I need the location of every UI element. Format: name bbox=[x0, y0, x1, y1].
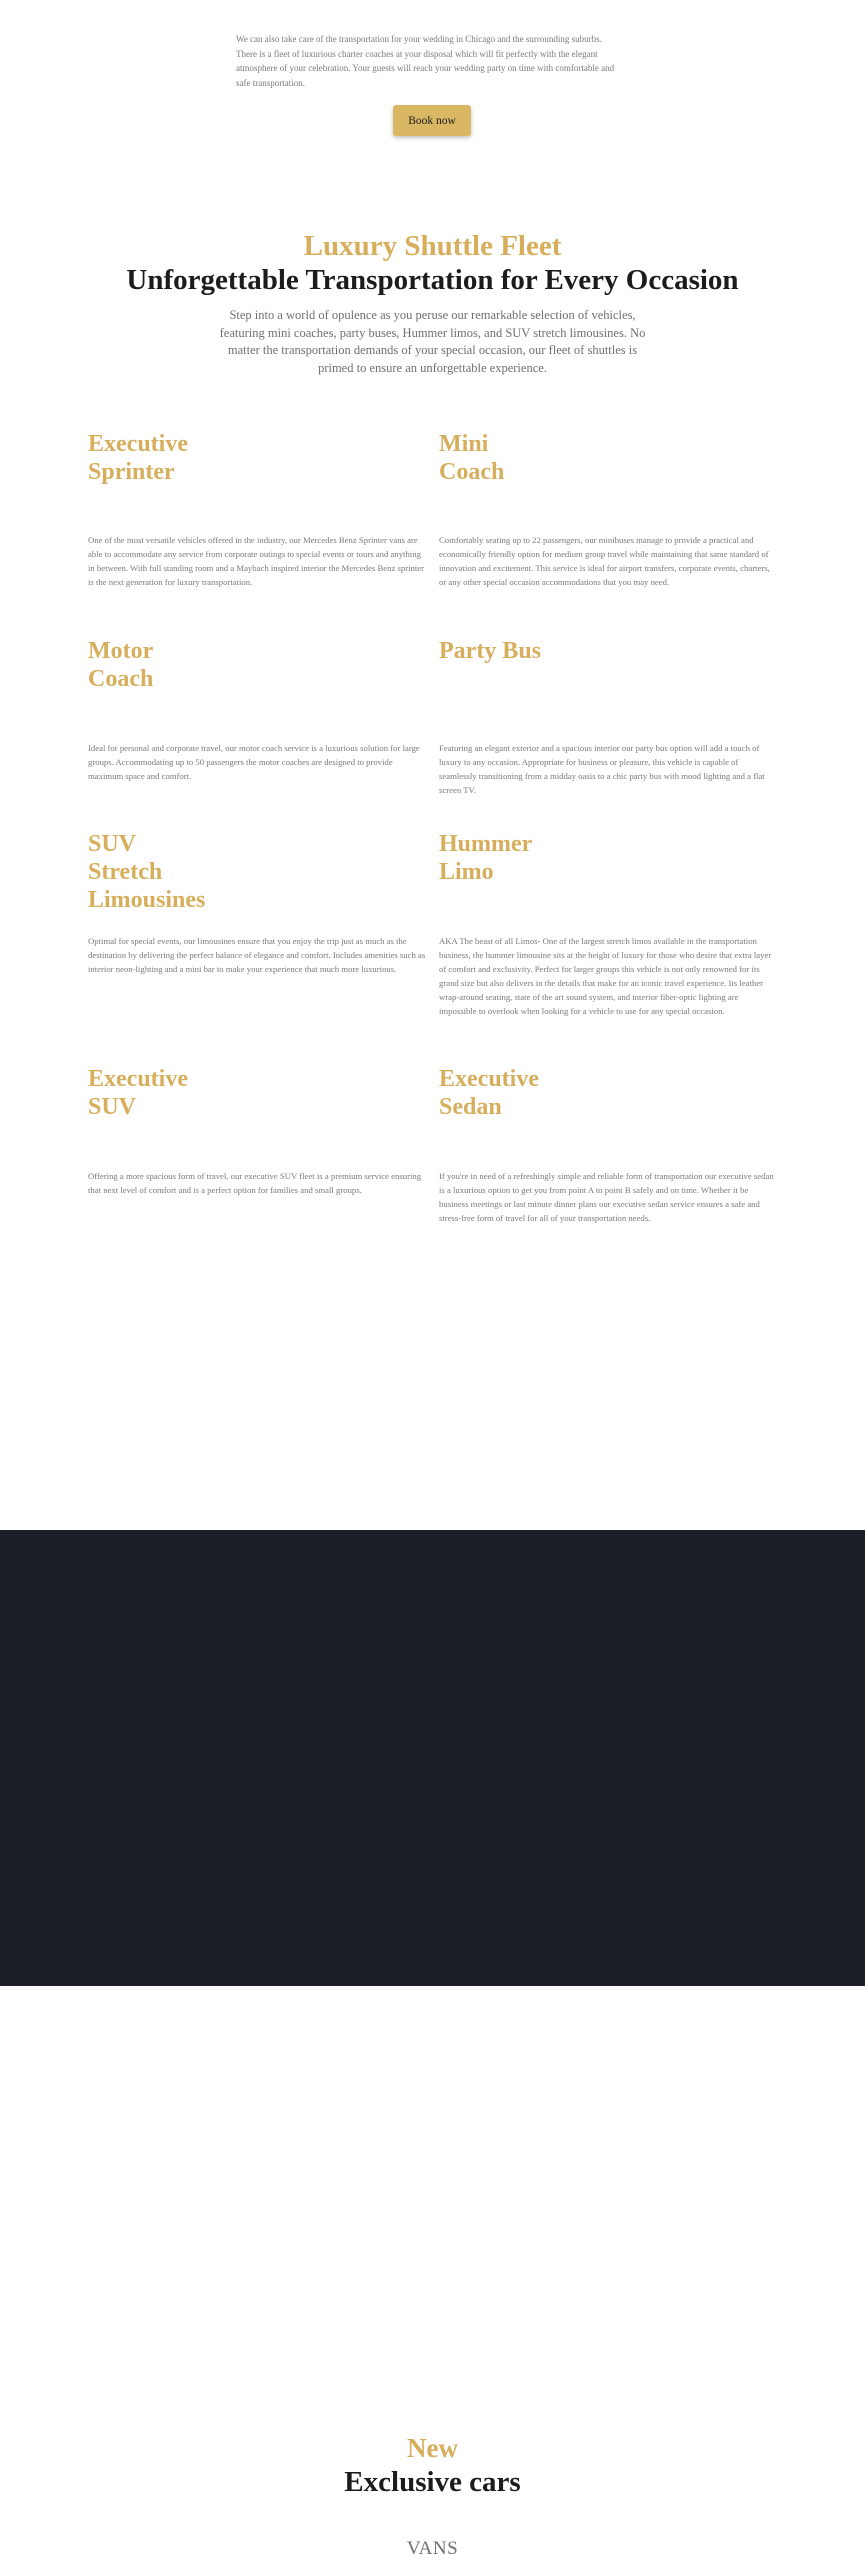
new-kicker: New bbox=[407, 2433, 458, 2463]
vehicle-desc-executive-sprinter: One of the most versatile vehicles offered in the industry, our Mercedes Benz Sprinter vans are able to accommodate any service from corporate outings to special events or tours and anything in between. With full standing room and a Maybach inspired interior the Mercedes Benz sprinter is the next generation for luxury transportation. bbox=[88, 535, 425, 587]
fleet-title: Unforgettable Transportation for Every Occasion bbox=[126, 264, 739, 296]
dark-feature-band bbox=[0, 1530, 865, 1986]
vehicle-name-executive-sedan: Executive Sedan bbox=[439, 1066, 539, 1120]
vehicle-name-executive-sprinter: Executive Sprinter bbox=[88, 431, 188, 485]
vehicle-desc-hummer-limo: AKA The beast of all Limos- One of the largest stretch limos available in the transportation business, the hummer limousine sits at the height of luxury for those who desire that extra layer of comfort and exclusivity. Perfect for larger groups this vehicle is not only renowned for its grand size but also delivers in the details that make for an iconic travel experience. Its leather wrap-around seating, state of the art sound system, and interior fiber-optic lighting are impossible to overlook when looking for a vehicle to use for any special occasion. bbox=[439, 936, 772, 1016]
wedding-intro-text: We can also take care of the transportation for your wedding in Chicago and the surrounding suburbs. There is a fleet of luxurious charter coaches at your disposal which will fit perfectly with the elegant atmosphere of your celebration. Your guests will reach your wedding party on time with comfortable and safe transportation. bbox=[236, 34, 615, 88]
vehicle-name-suv-stretch-limousines: SUV Stretch Limousines bbox=[88, 831, 206, 913]
vehicle-name-hummer-limo: Hummer Limo bbox=[439, 831, 533, 885]
vans-category-label[interactable]: VANS bbox=[406, 2538, 459, 2559]
vehicle-name-executive-suv: Executive SUV bbox=[88, 1066, 188, 1120]
vehicle-desc-mini-coach: Comfortably seating up to 22 passengers, our minibuses manage to provide a practical and economically friendly option for medium group travel while maintaining that same standard of innovation and excitement. This service is ideal for airport transfers, corporate events, charters, or any other special occasion accommodations that you may need. bbox=[439, 535, 770, 587]
exclusive-cars-title: Exclusive cars bbox=[344, 2466, 521, 2498]
vehicle-name-motor-coach: Motor Coach bbox=[88, 638, 154, 692]
vehicle-name-mini-coach: Mini Coach bbox=[439, 431, 505, 485]
fleet-description: Step into a world of opulence as you peruse our remarkable selection of vehicles, featuring mini coaches, party buses, Hummer limos, and SUV stretch limousines. No matter the transportation demands of your special occasion, our fleet of shuttles is primed to ensure an unforgettable experience. bbox=[219, 308, 646, 375]
vehicle-desc-motor-coach: Ideal for personal and corporate travel, our motor coach service is a luxurious solution for large groups. Accommodating up to 50 passengers the motor coaches are designed to provide maximum space and comfort. bbox=[88, 743, 420, 781]
book-now-button[interactable]: Book now bbox=[393, 105, 471, 136]
vehicle-desc-party-bus: Featuring an elegant exterior and a spacious interior our party bus option will add a touch of luxury to any occasion. Appropriate for business or pleasure, this vehicle is capable of seamlessly transitioning from a midday oasis to a chic party bus with mood lighting and a flat screen TV. bbox=[439, 743, 765, 795]
vehicle-desc-suv-stretch-limousines: Optimal for special events, our limousines ensure that you enjoy the trip just as much as the destination by delivering the perfect balance of elegance and comfort. Includes amenities such as interior neon-lighting and a mini bar to make your experience that much more luxurious. bbox=[88, 936, 426, 974]
fleet-kicker: Luxury Shuttle Fleet bbox=[303, 230, 562, 262]
vehicle-desc-executive-suv: Offering a more spacious form of travel, our executive SUV fleet is a premium service ensuring that next level of comfort and is a perfect option for families and small groups. bbox=[88, 1171, 422, 1195]
vehicle-desc-executive-sedan: If you're in need of a refreshingly simple and reliable form of transportation our executive sedan is a luxurious option to get you from point A to point B safely and on time. Whether it be business meetings or last minute dinner plans our executive sedan service ensures a safe and stress-free form of travel for all of your transportation needs. bbox=[439, 1171, 774, 1223]
vehicle-name-party-bus: Party Bus bbox=[439, 638, 541, 664]
